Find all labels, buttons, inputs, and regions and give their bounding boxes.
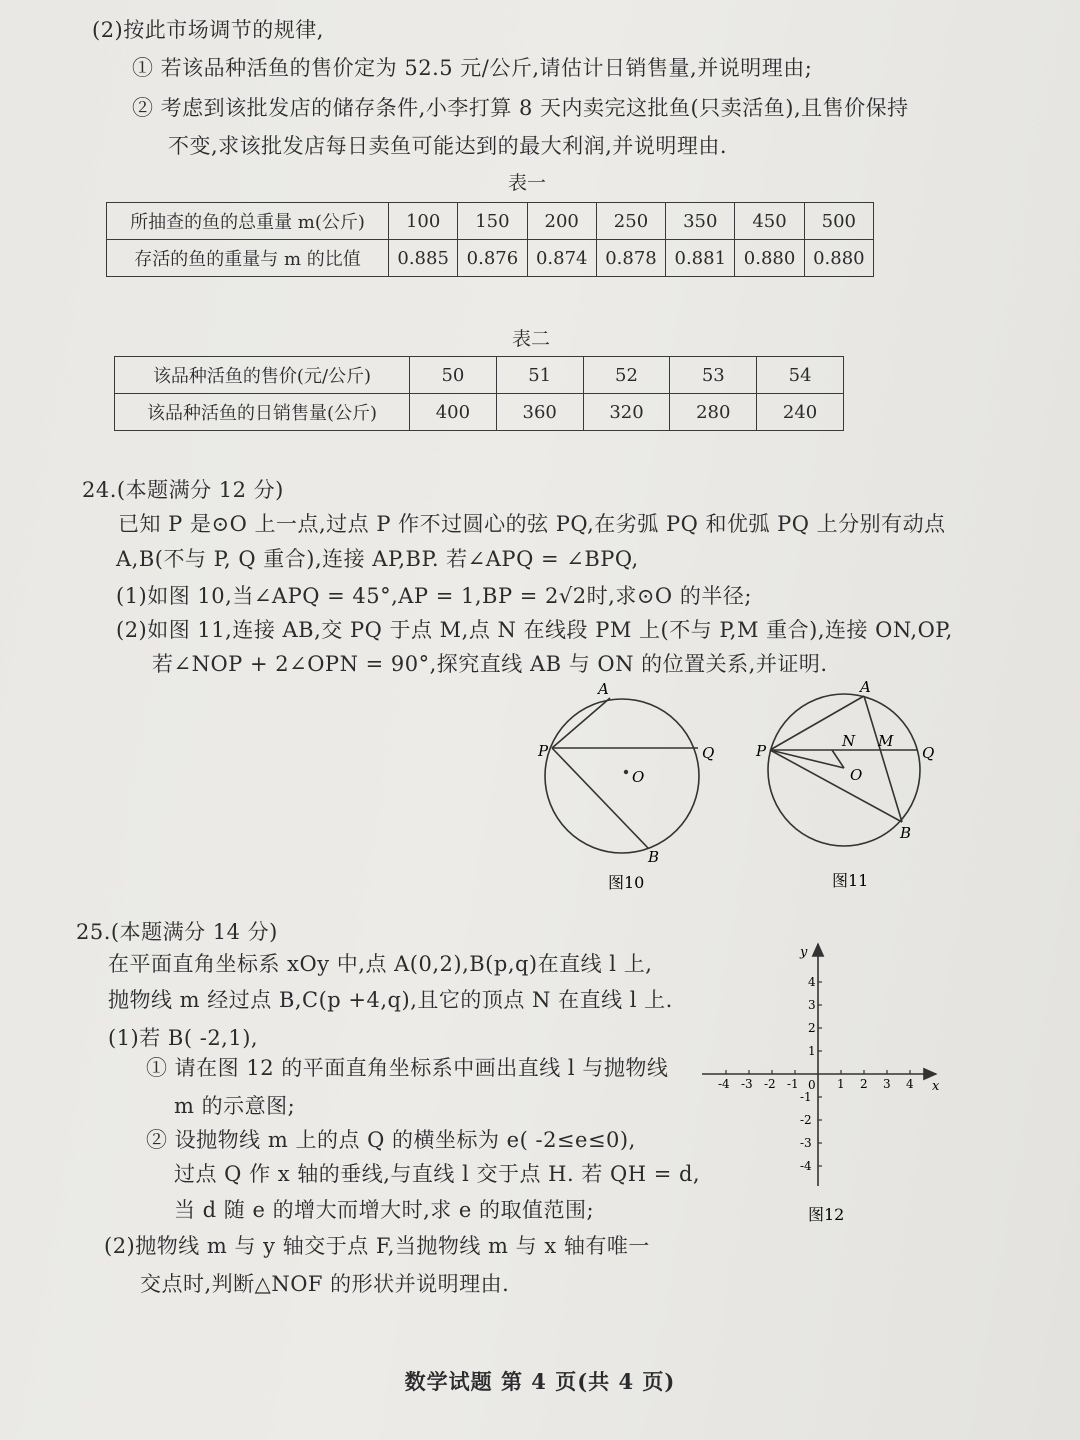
fig12-x-tick-label: -3 [741,1077,753,1091]
fig11-label-p: P [756,742,767,760]
table1-cell: 450 [735,203,804,240]
fig12-y-tick-label: -2 [800,1113,812,1127]
q24-line2: A,B(不与 P, Q 重合),连接 AP,BP. 若∠APQ = ∠BPQ, [116,547,639,571]
fig12-caption: 图12 [808,1205,845,1224]
fig10-label-b: B [648,848,660,866]
table1-cell: 200 [527,203,596,240]
fig11-segment-pb [770,750,902,822]
fig12-origin-label: 0 [808,1078,816,1092]
q25-line4: ① 请在图 12 的平面直角坐标系中画出直线 l 与抛物线 [146,1056,669,1080]
fig12-x-tick-label: 1 [837,1077,845,1091]
q25-line10: 交点时,判断△NOF 的形状并说明理由. [140,1272,510,1296]
q25-line5: m 的示意图; [174,1094,296,1118]
table2-cell: 280 [670,394,757,431]
figure-10 [530,676,720,896]
figure-12 [696,936,956,1236]
fig10-label-a: A [598,680,609,698]
table1-cell: 0.876 [458,240,527,277]
table2-cell: 51 [496,357,583,394]
table1-row1-header: 所抽查的鱼的总重量 m(公斤) [107,203,389,240]
table1-cell: 100 [389,203,458,240]
fig12-y-tick-label: 2 [808,1021,816,1035]
table2-cell: 52 [583,357,670,394]
fig10-label-o: O [632,768,645,786]
q25-line8: 当 d 随 e 的增大而增大时,求 e 的取值范围; [174,1198,595,1222]
table1 [106,202,874,277]
fig11-label-m: M [878,732,894,750]
fig10-circle [545,699,699,853]
fig11-circle [768,694,920,846]
fig12-x-label: x [932,1079,940,1094]
fig10-segment-pa [552,698,610,748]
table1-row-weight [107,203,874,240]
figure-11 [752,676,942,896]
table2-row2-header: 该品种活鱼的日销售量(公斤) [115,394,410,431]
table2-cell: 53 [670,357,757,394]
page-footer: 数学试题 第 4 页(共 4 页) [404,1369,676,1394]
fig10-segment-pb [552,748,648,848]
table2-cell: 240 [757,394,844,431]
fig11-label-b: B [900,824,912,842]
table1-cell: 0.881 [666,240,735,277]
table1-cell: 500 [804,203,873,240]
fig11-caption: 图11 [832,871,869,890]
q24-line4: (2)如图 11,连接 AB,交 PQ 于点 M,点 N 在线段 PM 上(不与 P,M 重合),连接 ON,OP, [116,618,953,642]
q24-line1: 已知 P 是⊙O 上一点,过点 P 作不过圆心的弦 PQ,在劣弧 PQ 和优弧 PQ 上分别有动点 [118,512,946,536]
fig10-label-q: Q [702,744,715,762]
fig12-x-tick-label: 4 [906,1077,914,1091]
q24-line5: 若∠NOP + 2∠OPN = 90°,探究直线 AB 与 ON 的位置关系,并证明. [152,652,828,676]
table1-row2-header: 存活的鱼的重量与 m 的比值 [107,240,389,277]
q25-title: 25.(本题满分 14 分) [76,920,278,944]
q24-title: 24.(本题满分 12 分) [82,478,284,502]
table1-row-ratio [107,240,874,277]
fig12-x-tick-label: 2 [860,1077,868,1091]
table2-row-price [115,357,844,394]
table2 [114,356,844,431]
table2-cell: 50 [410,357,497,394]
q25-line7: 过点 Q 作 x 轴的垂线,与直线 l 交于点 H. 若 QH = d, [174,1162,701,1186]
table1-caption: 表一 [508,172,547,194]
fig11-label-n: N [842,732,856,750]
table2-cell: 360 [496,394,583,431]
table2-cell: 320 [583,394,670,431]
q23-part2-title: (2)按此市场调节的规律, [92,18,324,42]
table1-cell: 0.885 [389,240,458,277]
table2-cell: 54 [757,357,844,394]
table1-cell: 150 [458,203,527,240]
fig12-x-tick-label: 3 [883,1077,891,1091]
q23-item2-line1: ② 考虑到该批发店的储存条件,小李打算 8 天内卖完这批鱼(只卖活鱼),且售价保持 [132,96,909,120]
fig10-caption: 图10 [608,873,645,892]
q23-item2-line2: 不变,求该批发店每日卖鱼可能达到的最大利润,并说明理由. [168,134,728,158]
fig12-y-label: y [800,945,808,960]
fig11-label-a: A [860,678,871,696]
fig11-label-q: Q [922,744,935,762]
fig10-center-dot [624,770,628,774]
fig12-y-tick-label: -4 [800,1159,812,1173]
q25-line1: 在平面直角坐标系 xOy 中,点 A(0,2),B(p,q)在直线 l 上, [108,952,653,976]
table2-caption: 表二 [512,328,551,350]
fig12-y-tick-label: 4 [808,975,816,989]
fig12-x-tick-label: -2 [764,1077,776,1091]
fig12-y-tick-label: 1 [808,1044,816,1058]
q24-line3: (1)如图 10,当∠APQ = 45°,AP = 1,BP = 2√2时,求⊙O 的半径; [116,584,752,608]
table1-cell: 0.874 [527,240,596,277]
table1-cell: 0.880 [735,240,804,277]
fig12-x-tick-label: -1 [787,1077,799,1091]
q23-item1: ① 若该品种活鱼的售价定为 52.5 元/公斤,请估计日销售量,并说明理由; [132,56,813,80]
fig11-label-o: O [850,766,863,784]
table2-row-sales [115,394,844,431]
table1-cell: 250 [596,203,665,240]
table1-cell: 0.878 [596,240,665,277]
fig12-y-tick-label: -3 [800,1136,812,1150]
fig12-x-tick-label: -4 [718,1077,730,1091]
table2-row1-header: 该品种活鱼的售价(元/公斤) [115,357,410,394]
table1-cell: 350 [666,203,735,240]
q25-line9: (2)抛物线 m 与 y 轴交于点 F,当抛物线 m 与 x 轴有唯一 [104,1234,650,1258]
q25-line2: 抛物线 m 经过点 B,C(p +4,q),且它的顶点 N 在直线 l 上. [108,988,673,1012]
q25-line3: (1)若 B( -2,1), [108,1026,259,1050]
fig10-label-p: P [538,742,549,760]
table2-cell: 400 [410,394,497,431]
q25-line6: ② 设抛物线 m 上的点 Q 的横坐标为 e( -2≤e≤0), [146,1128,636,1152]
fig12-y-tick-label: 3 [808,998,816,1012]
fig12-y-tick-label: -1 [800,1090,812,1104]
table1-cell: 0.880 [804,240,873,277]
